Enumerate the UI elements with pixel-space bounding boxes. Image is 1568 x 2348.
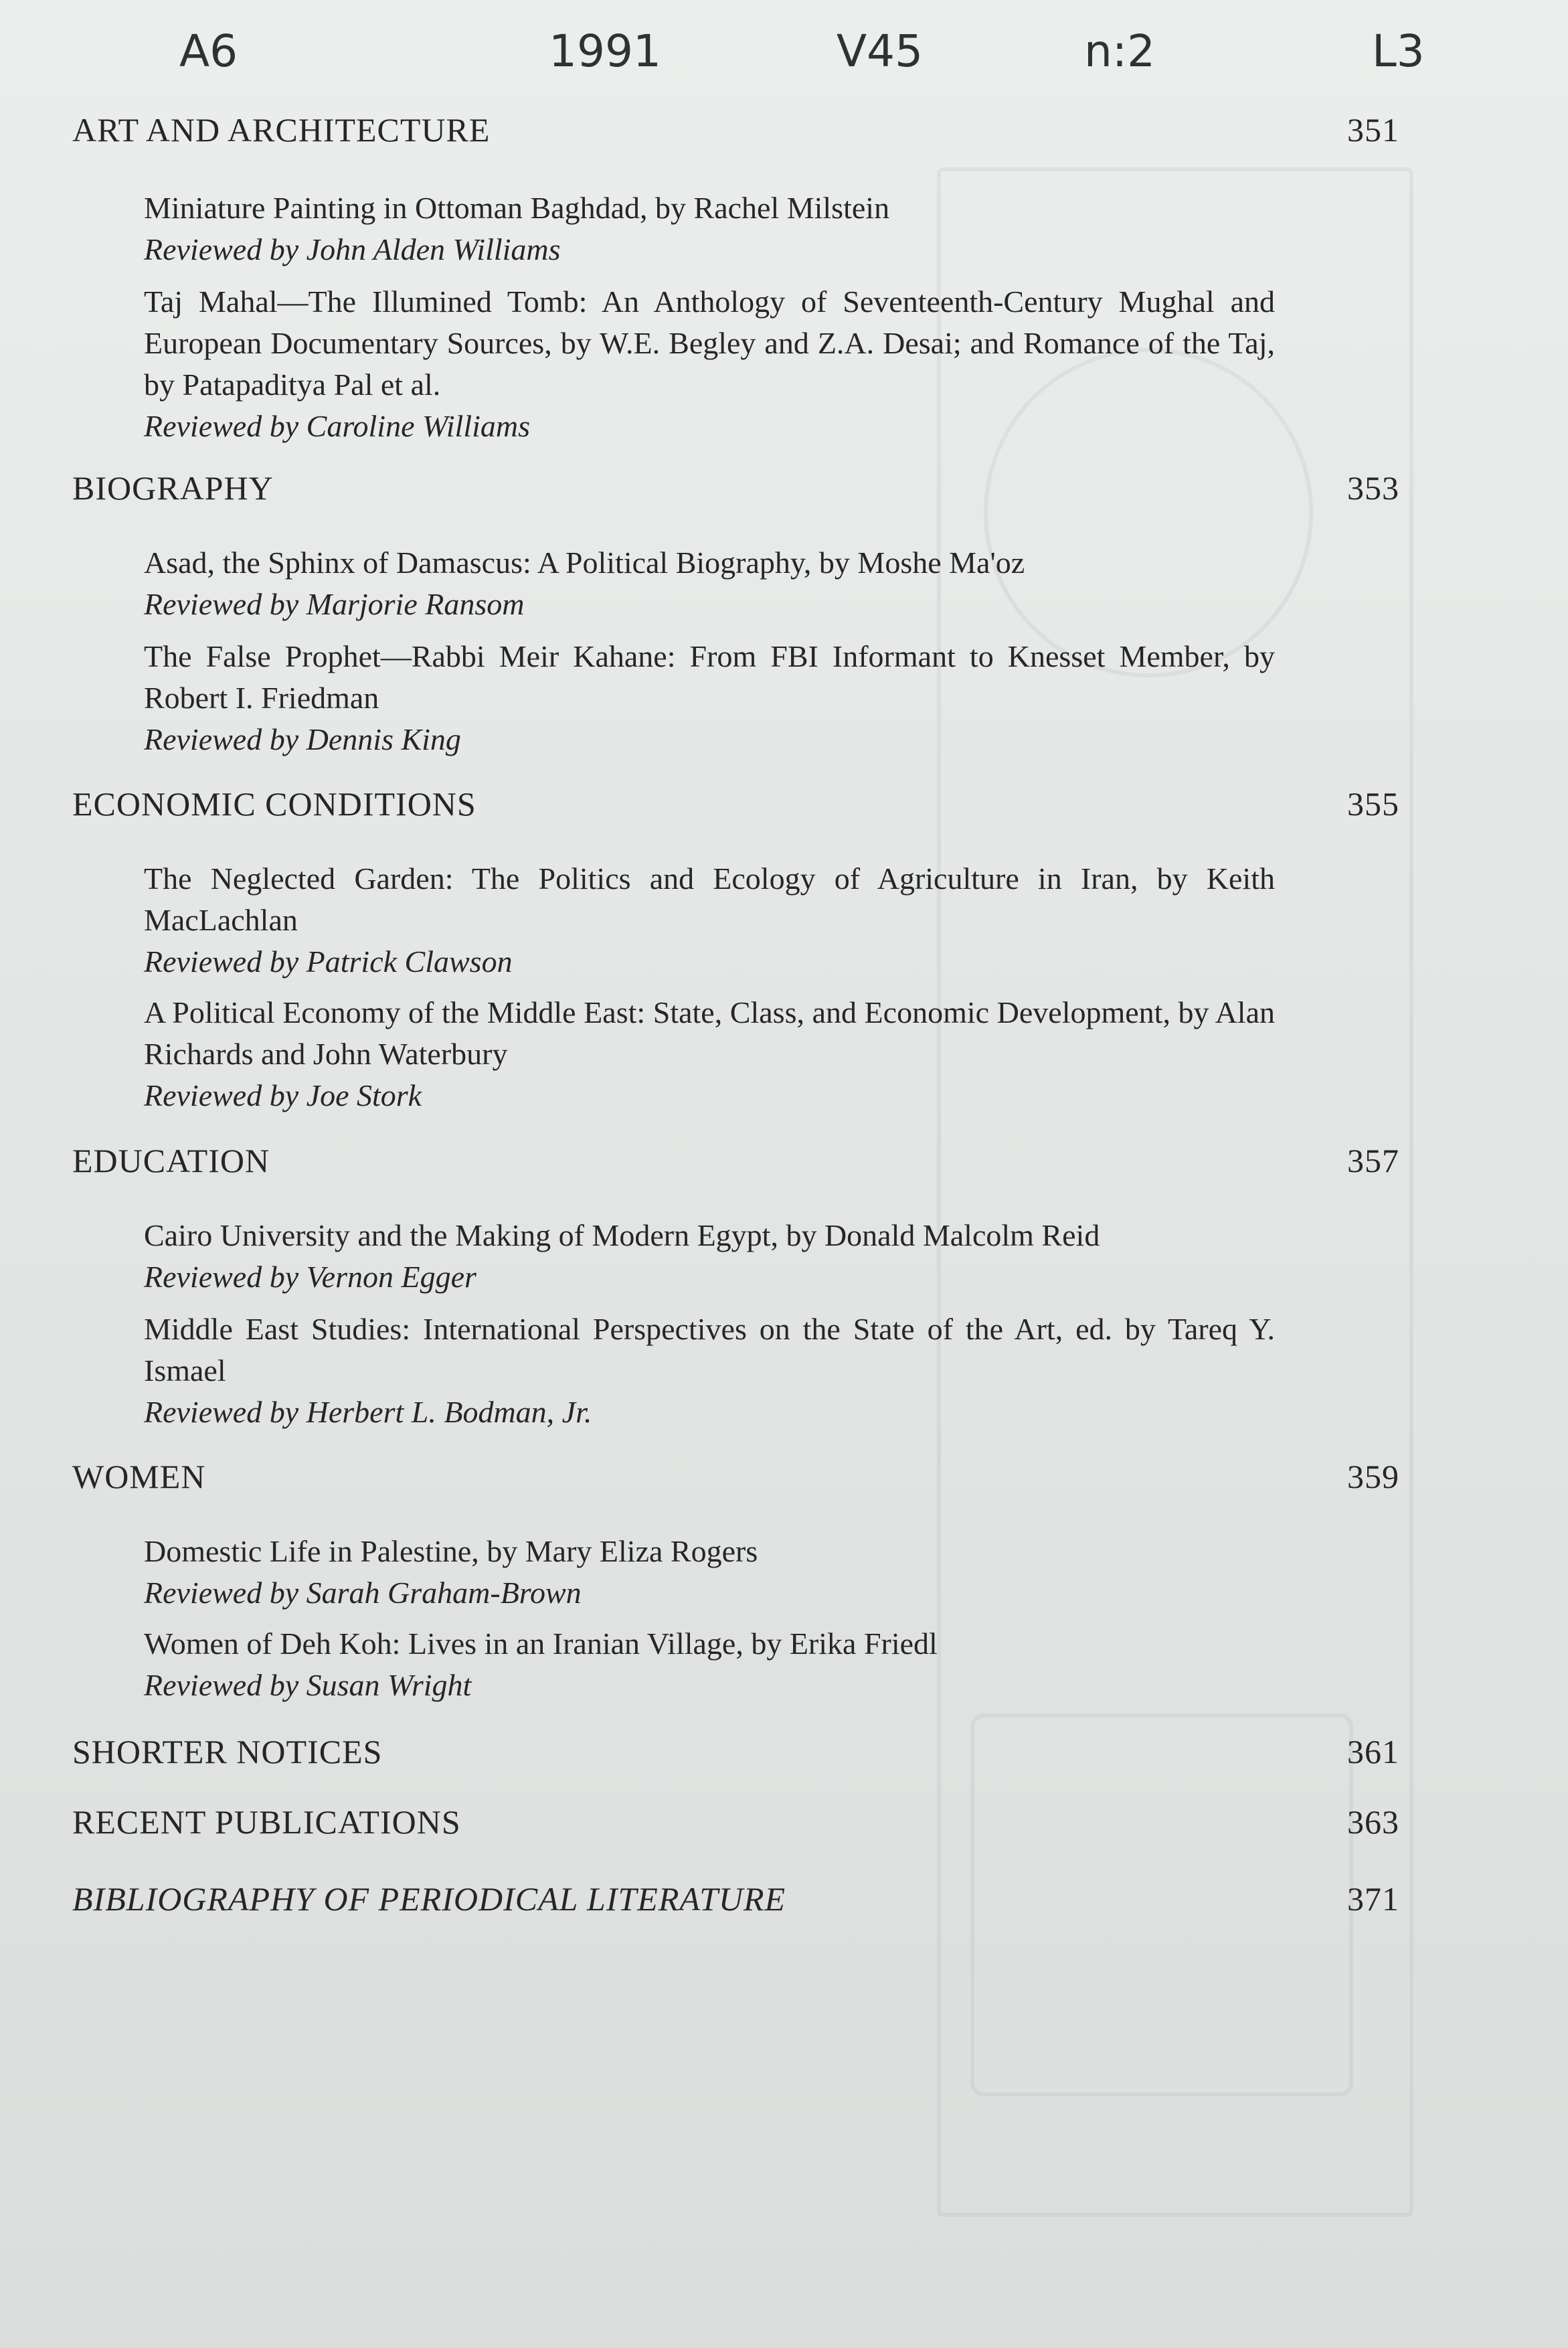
page-number: 363 [1347,1803,1399,1841]
list-item [144,187,1275,270]
reviewer: Reviewed by John Alden Williams [144,232,561,266]
section-heading: BIOGRAPHY 353 [72,469,1399,507]
list-item [144,992,1275,1116]
handwritten-volume: V45 [837,25,924,77]
book-title: Asad, the Sphinx of Damascus: A Political Biography, by Moshe Ma'oz [144,546,1025,580]
list-item [144,542,1275,625]
handwritten-code: L3 [1372,25,1425,77]
page-number: 353 [1347,469,1399,507]
list-item [144,636,1275,760]
handwritten-header [0,19,1568,99]
handwritten-mark: A6 [179,25,238,77]
reviewer: Reviewed by Patrick Clawson [144,944,513,979]
book-title: A Political Economy of the Middle East: State, Class, and Economic Development, by Alan Richards and John Waterbury [144,995,1275,1071]
section-heading: WOMEN 359 [72,1458,1399,1495]
list-item [144,1623,1275,1706]
book-title: Middle East Studies: International Perspectives on the State of the Art, ed. by Tareq Y. Ismael [144,1312,1275,1388]
handwritten-number: n:2 [1084,25,1156,77]
reviewer: Reviewed by Dennis King [144,722,461,756]
reviewer: Reviewed by Vernon Egger [144,1260,476,1294]
page-number: 359 [1347,1458,1399,1495]
section-heading: ECONOMIC CONDITIONS 355 [72,785,1399,823]
reviewer: Reviewed by Susan Wright [144,1668,472,1702]
book-title: Domestic Life in Palestine, by Mary Eliza Rogers [144,1534,758,1568]
list-item [144,281,1275,447]
section-heading: ART AND ARCHITECTURE 351 [72,111,1399,149]
list-item [144,858,1275,983]
section-heading: SHORTER NOTICES 361 [72,1733,1399,1770]
page-number: 351 [1347,111,1399,149]
page-number: 371 [1347,1880,1399,1918]
section-heading: RECENT PUBLICATIONS 363 [72,1803,1399,1841]
reviewer: Reviewed by Marjorie Ransom [144,587,525,621]
page-number: 361 [1347,1733,1399,1770]
book-title: Cairo University and the Making of Modern Egypt, by Donald Malcolm Reid [144,1218,1100,1252]
reviewer: Reviewed by Caroline Williams [144,409,531,443]
book-title: The False Prophet—Rabbi Meir Kahane: From FBI Informant to Knesset Member, by Robert I. Friedman [144,639,1275,715]
page-number: 357 [1347,1142,1399,1179]
book-title: The Neglected Garden: The Politics and Ecology of Agriculture in Iran, by Keith MacLachlan [144,861,1275,937]
book-title: Taj Mahal—The Illumined Tomb: An Anthology of Seventeenth-Century Mughal and European Documentary Sources, by W.E. Begley and Z.A. Desai; and Romance of the Taj, by Patapaditya Pal et al. [144,284,1275,402]
section-heading: EDUCATION 357 [72,1142,1399,1179]
list-item [144,1215,1275,1298]
reviewer: Reviewed by Joe Stork [144,1078,422,1112]
reviewer: Reviewed by Herbert L. Bodman, Jr. [144,1395,592,1429]
list-item [144,1309,1275,1433]
handwritten-year: 1991 [549,25,661,77]
book-title: Women of Deh Koh: Lives in an Iranian Village, by Erika Friedl [144,1626,938,1661]
list-item [144,1531,1275,1614]
book-title: Miniature Painting in Ottoman Baghdad, by Rachel Milstein [144,191,890,225]
page-number: 355 [1347,785,1399,823]
section-heading: BIBLIOGRAPHY OF PERIODICAL LITERATURE 371 [72,1880,1399,1918]
reviewer: Reviewed by Sarah Graham-Brown [144,1576,582,1610]
